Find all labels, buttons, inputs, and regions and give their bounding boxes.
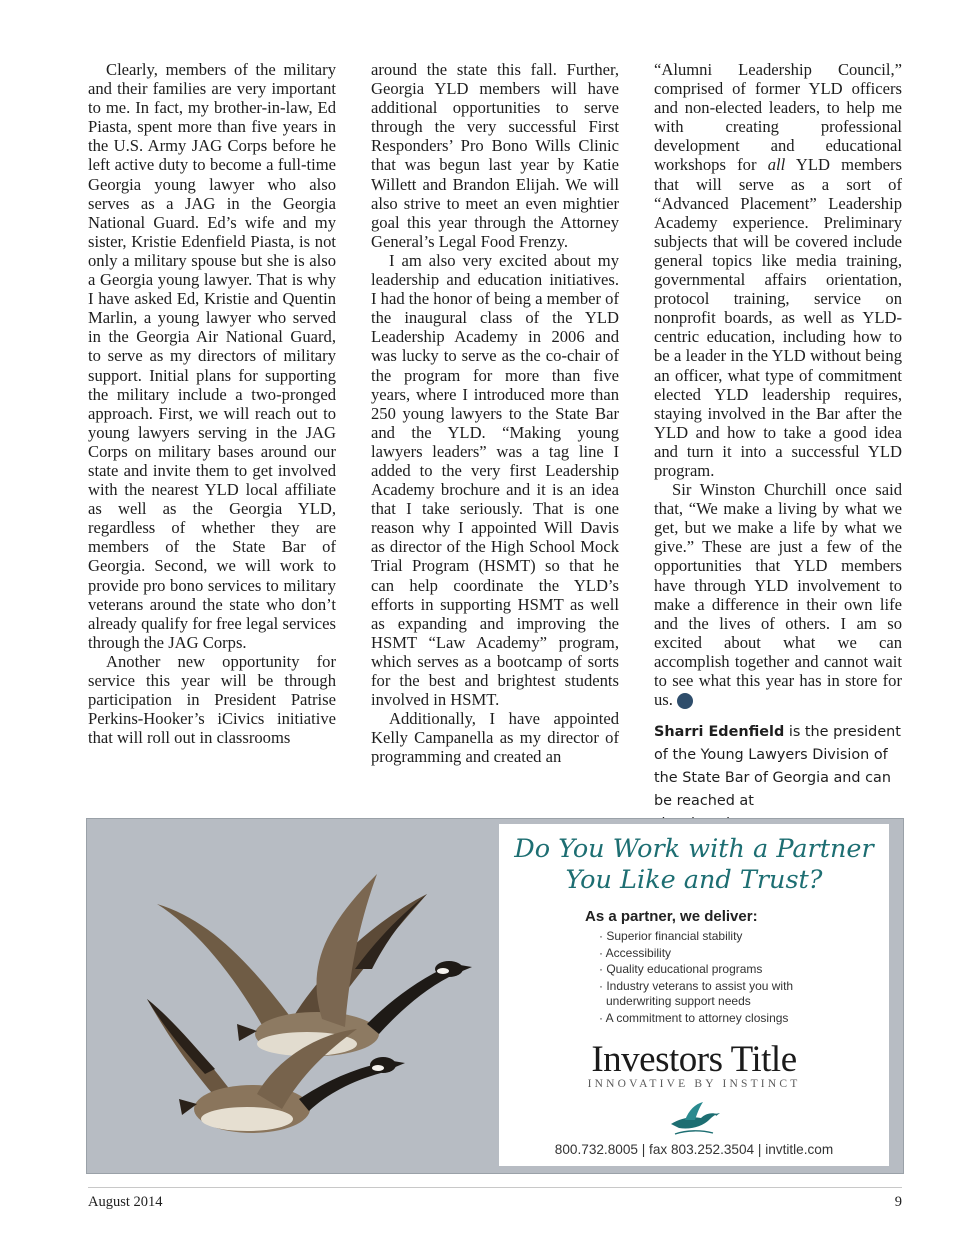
ad-subhead: As a partner, we deliver: xyxy=(585,908,758,925)
flying-geese-image xyxy=(87,819,497,1173)
list-item: · Accessibility xyxy=(599,946,806,962)
article-column-3 xyxy=(654,60,902,808)
ad-headline xyxy=(499,834,889,896)
paragraph: I am also very excited about my leadership and education initiatives. I had the honor of being a member of the inaugural class of the YLD Leadership Academy in 2006 and was lucky to serve as the co-chair of the program for more than five years, where I introduced more than 250 young lawyers to the State Bar and the YLD. “Making young lawyers leaders” was a tag line I added to the very first Leadership Academy brochure and it is an idea that I take seriously. That is one reason why I appointed Will Davis as director of the High School Mock Trial Program (HSMT) so that he can help coordinate the YLD’s efforts in supporting HSMT as well as expanding and improving the HSMT “Law Academy” program, which serves as a bootcamp of sorts for the best and brightest students involved in HSMT. xyxy=(371,250,619,710)
paragraph: Clearly, members of the military and their families are very important to me. In fact, my brother-in-law, Ed Piasta, spent more than five years in the U.S. Army JAG Corps before he left active duty to become a full-time Georgia young lawyer who also serves as a JAG in the Georgia National Guard. Ed’s wife and my sister, Kristie Edenfield Piasta, is not only a military spouse but she is also a Georgia young lawyer. That is why I have asked Ed, Kristie and Quentin Marlin, a young lawyer who served in the Georgia Air National Guard, to serve as my directors of military support. Initial plans for supporting the military include a two-pronged approach. First, we will reach out to young lawyers serving in the JAG Corps on military bases around our state and invite them to get involved with the nearest YLD local affiliate as well as the Georgia YLD, regardless of whether they are members of the State Bar of Georgia. Second, we will work to provide pro bono services to military veterans around the state who don’t already qualify for free legal services through the JAG Corps. xyxy=(88,60,336,652)
paragraph: around the state this fall. Further, Georgia YLD members will have additional opportunities to serve through the very successful First Responders’ Pro Bono Wills Clinic that was begun last year by Katie Willett and Brandon Elijah. We will also strive to meet an even mightier goal this year through the Attorney General’s Legal Food Frenzy. xyxy=(371,60,619,251)
ad-contact-line: 800.732.8005 | fax 803.252.3504 | invtitle.com xyxy=(554,1142,834,1157)
article-column-1 xyxy=(88,60,336,808)
list-item: · A commitment to attorney closings xyxy=(599,1011,806,1027)
footer-divider xyxy=(88,1187,902,1188)
footer-page-number: 9 xyxy=(894,1194,902,1210)
list-item: · Industry veterans to assist you with underwriting support needs xyxy=(599,979,806,1010)
paragraph-text: YLD members that will serve as a sort of “Advanced Placement” Leadership Academy experience. Preliminary subjects that will be covered include general topics like media training, governmental affairs orientation, protocol training, service on nonprofit boards, as well as YLD-centric education, including how to be a leader in the YLD without being an officer, what type of commitment elected YLD leadership requires, staying involved in the Bar after the YLD and how to take a good idea and turn it into a successful YLD program. xyxy=(654,155,902,480)
ad-benefits-list xyxy=(599,929,806,1027)
article-column-2 xyxy=(371,60,619,808)
paragraph-text: “Alumni Leadership Council,” comprised of former YLD officers and non-elected leaders, to help me with creating professional development and educational workshops for xyxy=(654,60,902,175)
list-item: · Superior financial stability xyxy=(599,929,806,945)
paragraph xyxy=(654,480,902,709)
paragraph xyxy=(654,60,902,480)
footer-issue-date: August 2014 xyxy=(88,1194,163,1210)
paragraph: Additionally, I have appointed Kelly Campanella as my director of programming and created an xyxy=(371,709,619,767)
list-item: · Quality educational programs xyxy=(599,962,806,978)
duck-logo-icon xyxy=(667,1100,721,1138)
author-name: Sharri Edenfield xyxy=(654,724,785,741)
emphasis-text: all xyxy=(767,155,786,175)
author-bio: is the president of the Young Lawyers Division of the State Bar of Georgia and can be reached at xyxy=(654,724,901,810)
ad-headline-line: Do You Work with a Partner xyxy=(514,834,874,864)
brand-logo-text: Investors Title xyxy=(591,1039,797,1080)
brand-tagline: INNOVATIVE BY INSTINCT xyxy=(587,1078,801,1090)
paragraph-text: Sir Winston Churchill once said that, “We make a living by what we get, but we make a life by what we give.” These are just a few of the opportunities that YLD members have through YLD involvement to make a difference in their own life and the lives of others. I am so excited about what we can accomplish together and cannot wait to see what this year has in store for us. xyxy=(654,480,902,710)
paragraph: Another new opportunity for service this year will be through participation in President Patrise Perkins-Hooker’s iCivics initiative that will roll out in classrooms xyxy=(88,651,336,748)
ad-headline-line: You Like and Trust? xyxy=(565,865,823,895)
ad-text-panel xyxy=(499,824,889,1166)
investors-title-ad xyxy=(86,818,904,1174)
gbj-end-mark-icon: GBJ xyxy=(677,693,693,709)
